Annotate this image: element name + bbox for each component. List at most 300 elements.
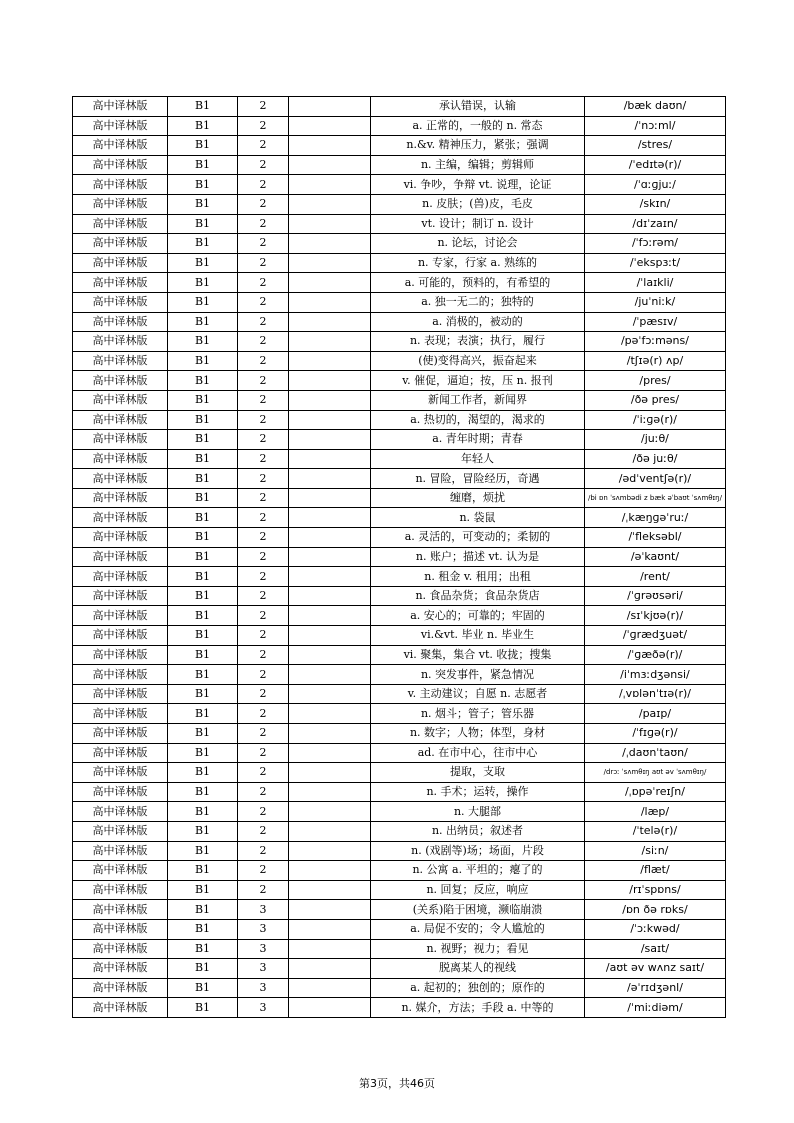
cell-book: 高中译林版 — [73, 586, 168, 606]
cell-meaning: n. 出纳员；叙述者 — [371, 821, 585, 841]
table-row — [73, 939, 726, 959]
cell-book: 高中译林版 — [73, 97, 168, 117]
cell-level: B1 — [168, 508, 238, 528]
cell-word — [289, 821, 371, 841]
cell-book: 高中译林版 — [73, 704, 168, 724]
cell-meaning: n. 食品杂货；食品杂货店 — [371, 586, 585, 606]
cell-level: B1 — [168, 136, 238, 156]
cell-unit: 3 — [238, 978, 289, 998]
cell-phonetic: /bi ɒn ˈsʌmbədi z bæk əˈbaʊt ˈsʌmθɪŋ/ — [585, 488, 726, 508]
cell-level: B1 — [168, 567, 238, 587]
cell-level: B1 — [168, 332, 238, 352]
cell-level: B1 — [168, 155, 238, 175]
table-row — [73, 528, 726, 548]
cell-book: 高中译林版 — [73, 155, 168, 175]
cell-word — [289, 861, 371, 881]
cell-phonetic: /ˈɡæðə(r)/ — [585, 645, 726, 665]
cell-unit: 2 — [238, 116, 289, 136]
cell-meaning: n.&v. 精神压力，紧张；强调 — [371, 136, 585, 156]
cell-unit: 2 — [238, 430, 289, 450]
cell-phonetic: /sɪˈkjʊə(r)/ — [585, 606, 726, 626]
cell-meaning: n. 大腿部 — [371, 802, 585, 822]
cell-unit: 3 — [238, 939, 289, 959]
cell-word — [289, 547, 371, 567]
cell-meaning: n. 专家，行家 a. 熟练的 — [371, 253, 585, 273]
cell-meaning: n. 视野；视力；看见 — [371, 939, 585, 959]
cell-phonetic: /ˈfleksəbl/ — [585, 528, 726, 548]
cell-unit: 2 — [238, 292, 289, 312]
cell-unit: 2 — [238, 802, 289, 822]
cell-phonetic: /ˌɒpəˈreɪʃn/ — [585, 782, 726, 802]
cell-book: 高中译林版 — [73, 175, 168, 195]
cell-book: 高中译林版 — [73, 880, 168, 900]
cell-unit: 2 — [238, 469, 289, 489]
table-row — [73, 136, 726, 156]
cell-unit: 2 — [238, 645, 289, 665]
cell-unit: 2 — [238, 371, 289, 391]
table-row — [73, 626, 726, 646]
cell-book: 高中译林版 — [73, 782, 168, 802]
cell-word — [289, 332, 371, 352]
cell-phonetic: /drɔː ˈsʌmθɪŋ aʊt əv ˈsʌmθɪŋ/ — [585, 763, 726, 783]
cell-meaning: a. 起初的；独创的；原作的 — [371, 978, 585, 998]
cell-level: B1 — [168, 253, 238, 273]
cell-unit: 2 — [238, 410, 289, 430]
cell-meaning: n. 冒险，冒险经历，奇遇 — [371, 469, 585, 489]
cell-level: B1 — [168, 214, 238, 234]
cell-meaning: a. 安心的；可靠的；牢固的 — [371, 606, 585, 626]
cell-book: 高中译林版 — [73, 743, 168, 763]
table-row — [73, 449, 726, 469]
cell-word — [289, 782, 371, 802]
cell-book: 高中译林版 — [73, 900, 168, 920]
cell-word — [289, 880, 371, 900]
cell-level: B1 — [168, 704, 238, 724]
cell-unit: 2 — [238, 567, 289, 587]
cell-book: 高中译林版 — [73, 194, 168, 214]
cell-level: B1 — [168, 684, 238, 704]
cell-level: B1 — [168, 782, 238, 802]
cell-level: B1 — [168, 547, 238, 567]
cell-book: 高中译林版 — [73, 978, 168, 998]
cell-word — [289, 430, 371, 450]
table-row — [73, 782, 726, 802]
cell-unit: 2 — [238, 214, 289, 234]
cell-level: B1 — [168, 586, 238, 606]
cell-unit: 2 — [238, 234, 289, 254]
cell-book: 高中译林版 — [73, 430, 168, 450]
cell-unit: 2 — [238, 488, 289, 508]
cell-word — [289, 234, 371, 254]
cell-book: 高中译林版 — [73, 508, 168, 528]
cell-unit: 2 — [238, 684, 289, 704]
cell-phonetic: /ˈpæsɪv/ — [585, 312, 726, 332]
cell-unit: 2 — [238, 743, 289, 763]
cell-phonetic: /ðə juːθ/ — [585, 449, 726, 469]
cell-level: B1 — [168, 371, 238, 391]
cell-word — [289, 802, 371, 822]
cell-phonetic: /ˌvɒlənˈtɪə(r)/ — [585, 684, 726, 704]
cell-word — [289, 743, 371, 763]
table-row — [73, 234, 726, 254]
cell-word — [289, 704, 371, 724]
cell-phonetic: /əˈkaʊnt/ — [585, 547, 726, 567]
cell-unit: 2 — [238, 841, 289, 861]
cell-meaning: n. 手术；运转，操作 — [371, 782, 585, 802]
table-row — [73, 861, 726, 881]
cell-word — [289, 194, 371, 214]
cell-meaning: n. 袋鼠 — [371, 508, 585, 528]
table-row — [73, 763, 726, 783]
cell-meaning: a. 独一无二的；独特的 — [371, 292, 585, 312]
cell-book: 高中译林版 — [73, 939, 168, 959]
cell-book: 高中译林版 — [73, 292, 168, 312]
cell-book: 高中译林版 — [73, 488, 168, 508]
cell-meaning: (使)变得高兴，振奋起来 — [371, 351, 585, 371]
cell-phonetic: /ˈiːɡə(r)/ — [585, 410, 726, 430]
cell-word — [289, 528, 371, 548]
cell-phonetic: /ðə pres/ — [585, 390, 726, 410]
cell-phonetic: /pres/ — [585, 371, 726, 391]
cell-meaning: n. 账户；描述 vt. 认为是 — [371, 547, 585, 567]
cell-book: 高中译林版 — [73, 253, 168, 273]
table-row — [73, 724, 726, 744]
cell-meaning: 缠磨，烦扰 — [371, 488, 585, 508]
cell-meaning: a. 灵活的，可变动的；柔韧的 — [371, 528, 585, 548]
cell-level: B1 — [168, 841, 238, 861]
table-row — [73, 292, 726, 312]
vocabulary-table-body — [73, 97, 726, 1018]
cell-meaning: 新闻工作者，新闻界 — [371, 390, 585, 410]
cell-word — [289, 763, 371, 783]
cell-phonetic: /ˈɔːkwəd/ — [585, 919, 726, 939]
cell-level: B1 — [168, 919, 238, 939]
cell-phonetic: /əˈrɪdʒənl/ — [585, 978, 726, 998]
cell-phonetic: /aʊt əv wʌnz saɪt/ — [585, 959, 726, 979]
cell-meaning: 承认错误，认输 — [371, 97, 585, 117]
cell-unit: 2 — [238, 449, 289, 469]
cell-level: B1 — [168, 724, 238, 744]
cell-meaning: n. 主编，编辑；剪辑师 — [371, 155, 585, 175]
table-row — [73, 194, 726, 214]
cell-level: B1 — [168, 978, 238, 998]
cell-meaning: 提取，支取 — [371, 763, 585, 783]
cell-level: B1 — [168, 528, 238, 548]
table-row — [73, 390, 726, 410]
table-row — [73, 802, 726, 822]
cell-unit: 2 — [238, 861, 289, 881]
cell-meaning: vi. 聚集，集合 vt. 收拢；搜集 — [371, 645, 585, 665]
table-row — [73, 645, 726, 665]
cell-book: 高中译林版 — [73, 841, 168, 861]
cell-phonetic: /læp/ — [585, 802, 726, 822]
cell-level: B1 — [168, 97, 238, 117]
cell-level: B1 — [168, 645, 238, 665]
cell-phonetic: /ˈɡrædʒuət/ — [585, 626, 726, 646]
table-row — [73, 547, 726, 567]
cell-meaning: n. (戏剧等)场；场面，片段 — [371, 841, 585, 861]
cell-word — [289, 253, 371, 273]
cell-word — [289, 978, 371, 998]
cell-phonetic: /ˌdaʊnˈtaʊn/ — [585, 743, 726, 763]
cell-unit: 2 — [238, 880, 289, 900]
cell-level: B1 — [168, 998, 238, 1018]
cell-word — [289, 606, 371, 626]
cell-meaning: a. 局促不安的；令人尴尬的 — [371, 919, 585, 939]
cell-book: 高中译林版 — [73, 861, 168, 881]
cell-level: B1 — [168, 175, 238, 195]
cell-meaning: a. 消极的，被动的 — [371, 312, 585, 332]
cell-book: 高中译林版 — [73, 332, 168, 352]
table-row — [73, 214, 726, 234]
cell-meaning: a. 青年时期；青春 — [371, 430, 585, 450]
cell-level: B1 — [168, 449, 238, 469]
table-row — [73, 97, 726, 117]
cell-meaning: n. 媒介，方法；手段 a. 中等的 — [371, 998, 585, 1018]
table-row — [73, 116, 726, 136]
cell-phonetic: /rɪˈspɒns/ — [585, 880, 726, 900]
cell-word — [289, 724, 371, 744]
table-row — [73, 410, 726, 430]
cell-unit: 2 — [238, 782, 289, 802]
cell-meaning: n. 皮肤；(兽)皮，毛皮 — [371, 194, 585, 214]
table-row — [73, 430, 726, 450]
cell-phonetic: /tʃɪə(r) ʌp/ — [585, 351, 726, 371]
cell-book: 高中译林版 — [73, 136, 168, 156]
cell-book: 高中译林版 — [73, 449, 168, 469]
table-row — [73, 606, 726, 626]
cell-phonetic: /juːθ/ — [585, 430, 726, 450]
cell-phonetic: /ˈtelə(r)/ — [585, 821, 726, 841]
cell-book: 高中译林版 — [73, 528, 168, 548]
cell-unit: 2 — [238, 194, 289, 214]
cell-phonetic: /ɒn ðə rɒks/ — [585, 900, 726, 920]
cell-unit: 2 — [238, 351, 289, 371]
cell-level: B1 — [168, 488, 238, 508]
cell-word — [289, 586, 371, 606]
cell-unit: 2 — [238, 821, 289, 841]
cell-word — [289, 900, 371, 920]
cell-meaning: n. 烟斗；管子；管乐器 — [371, 704, 585, 724]
cell-phonetic: /iˈmɜːdʒənsi/ — [585, 665, 726, 685]
cell-word — [289, 919, 371, 939]
table-row — [73, 586, 726, 606]
cell-word — [289, 684, 371, 704]
cell-book: 高中译林版 — [73, 214, 168, 234]
cell-word — [289, 273, 371, 293]
table-row — [73, 684, 726, 704]
cell-phonetic: /stres/ — [585, 136, 726, 156]
cell-phonetic: /dɪˈzaɪn/ — [585, 214, 726, 234]
table-row — [73, 469, 726, 489]
table-row — [73, 665, 726, 685]
cell-unit: 3 — [238, 959, 289, 979]
cell-word — [289, 626, 371, 646]
table-row — [73, 900, 726, 920]
cell-meaning: (关系)陷于困境，濒临崩溃 — [371, 900, 585, 920]
cell-book: 高中译林版 — [73, 919, 168, 939]
cell-level: B1 — [168, 880, 238, 900]
cell-book: 高中译林版 — [73, 626, 168, 646]
cell-phonetic: /ˈfɪɡə(r)/ — [585, 724, 726, 744]
cell-unit: 2 — [238, 97, 289, 117]
cell-word — [289, 351, 371, 371]
cell-unit: 2 — [238, 586, 289, 606]
cell-book: 高中译林版 — [73, 469, 168, 489]
cell-phonetic: /ˈfɔːrəm/ — [585, 234, 726, 254]
cell-meaning: v. 主动建议；自愿 n. 志愿者 — [371, 684, 585, 704]
cell-level: B1 — [168, 900, 238, 920]
cell-book: 高中译林版 — [73, 998, 168, 1018]
cell-level: B1 — [168, 821, 238, 841]
table-row — [73, 998, 726, 1018]
table-row — [73, 880, 726, 900]
cell-book: 高中译林版 — [73, 273, 168, 293]
cell-level: B1 — [168, 351, 238, 371]
cell-word — [289, 508, 371, 528]
table-row — [73, 273, 726, 293]
page-footer: 第3页，共46页 — [359, 1077, 435, 1090]
table-row — [73, 704, 726, 724]
cell-unit: 2 — [238, 606, 289, 626]
cell-level: B1 — [168, 665, 238, 685]
cell-unit: 2 — [238, 312, 289, 332]
cell-word — [289, 292, 371, 312]
cell-phonetic: /ˈmiːdiəm/ — [585, 998, 726, 1018]
cell-level: B1 — [168, 861, 238, 881]
cell-phonetic: /flæt/ — [585, 861, 726, 881]
cell-unit: 2 — [238, 547, 289, 567]
cell-phonetic: /ˈɡrəʊsəri/ — [585, 586, 726, 606]
cell-phonetic: /bæk daʊn/ — [585, 97, 726, 117]
cell-unit: 2 — [238, 273, 289, 293]
cell-meaning: n. 回复；反应，响应 — [371, 880, 585, 900]
cell-book: 高中译林版 — [73, 684, 168, 704]
table-row — [73, 919, 726, 939]
cell-level: B1 — [168, 743, 238, 763]
vocabulary-table — [72, 96, 726, 1018]
cell-word — [289, 469, 371, 489]
cell-level: B1 — [168, 626, 238, 646]
cell-phonetic: /rent/ — [585, 567, 726, 587]
cell-word — [289, 410, 371, 430]
cell-meaning: v. 催促，逼迫；按，压 n. 报刊 — [371, 371, 585, 391]
cell-unit: 3 — [238, 998, 289, 1018]
cell-meaning: n. 论坛，讨论会 — [371, 234, 585, 254]
cell-book: 高中译林版 — [73, 567, 168, 587]
cell-phonetic: /skɪn/ — [585, 194, 726, 214]
cell-level: B1 — [168, 410, 238, 430]
table-row — [73, 253, 726, 273]
cell-book: 高中译林版 — [73, 959, 168, 979]
table-row — [73, 488, 726, 508]
cell-meaning: ad. 在市中心，往市中心 — [371, 743, 585, 763]
cell-book: 高中译林版 — [73, 410, 168, 430]
table-row — [73, 371, 726, 391]
cell-unit: 2 — [238, 763, 289, 783]
cell-level: B1 — [168, 194, 238, 214]
cell-book: 高中译林版 — [73, 606, 168, 626]
cell-book: 高中译林版 — [73, 547, 168, 567]
cell-level: B1 — [168, 939, 238, 959]
cell-unit: 2 — [238, 665, 289, 685]
cell-book: 高中译林版 — [73, 665, 168, 685]
cell-meaning: vi. 争吵，争辩 vt. 说理，论证 — [371, 175, 585, 195]
cell-meaning: vi.&vt. 毕业 n. 毕业生 — [371, 626, 585, 646]
cell-unit: 2 — [238, 136, 289, 156]
cell-level: B1 — [168, 802, 238, 822]
cell-word — [289, 959, 371, 979]
cell-unit: 2 — [238, 155, 289, 175]
cell-level: B1 — [168, 312, 238, 332]
table-row — [73, 978, 726, 998]
cell-meaning: a. 正常的，一般的 n. 常态 — [371, 116, 585, 136]
cell-level: B1 — [168, 273, 238, 293]
cell-word — [289, 155, 371, 175]
cell-word — [289, 371, 371, 391]
cell-unit: 2 — [238, 508, 289, 528]
table-row — [73, 508, 726, 528]
cell-word — [289, 449, 371, 469]
cell-unit: 2 — [238, 704, 289, 724]
table-row — [73, 821, 726, 841]
cell-word — [289, 390, 371, 410]
table-row — [73, 312, 726, 332]
cell-word — [289, 312, 371, 332]
cell-word — [289, 665, 371, 685]
cell-unit: 2 — [238, 175, 289, 195]
cell-book: 高中译林版 — [73, 763, 168, 783]
cell-book: 高中译林版 — [73, 371, 168, 391]
table-row — [73, 841, 726, 861]
cell-word — [289, 136, 371, 156]
cell-level: B1 — [168, 959, 238, 979]
cell-unit: 2 — [238, 528, 289, 548]
table-row — [73, 332, 726, 352]
cell-word — [289, 567, 371, 587]
cell-phonetic: /ədˈventʃə(r)/ — [585, 469, 726, 489]
cell-level: B1 — [168, 116, 238, 136]
table-row — [73, 351, 726, 371]
cell-unit: 3 — [238, 900, 289, 920]
cell-meaning: a. 热切的，渴望的，渴求的 — [371, 410, 585, 430]
cell-phonetic: /ˈlaɪkli/ — [585, 273, 726, 293]
cell-unit: 2 — [238, 390, 289, 410]
cell-meaning: n. 租金 v. 租用；出租 — [371, 567, 585, 587]
cell-meaning: n. 数字；人物；体型，身材 — [371, 724, 585, 744]
cell-book: 高中译林版 — [73, 645, 168, 665]
cell-book: 高中译林版 — [73, 724, 168, 744]
cell-phonetic: /ˌkæŋɡəˈruː/ — [585, 508, 726, 528]
cell-meaning: 脱离某人的视线 — [371, 959, 585, 979]
cell-meaning: a. 可能的，预料的，有希望的 — [371, 273, 585, 293]
cell-word — [289, 488, 371, 508]
cell-book: 高中译林版 — [73, 312, 168, 332]
cell-book: 高中译林版 — [73, 351, 168, 371]
cell-level: B1 — [168, 763, 238, 783]
cell-meaning: 年轻人 — [371, 449, 585, 469]
table-row — [73, 155, 726, 175]
cell-phonetic: /paɪp/ — [585, 704, 726, 724]
cell-level: B1 — [168, 292, 238, 312]
cell-word — [289, 841, 371, 861]
cell-book: 高中译林版 — [73, 234, 168, 254]
cell-word — [289, 645, 371, 665]
cell-unit: 3 — [238, 919, 289, 939]
cell-word — [289, 214, 371, 234]
cell-meaning: n. 公寓 a. 平坦的；瘪了的 — [371, 861, 585, 881]
cell-word — [289, 939, 371, 959]
